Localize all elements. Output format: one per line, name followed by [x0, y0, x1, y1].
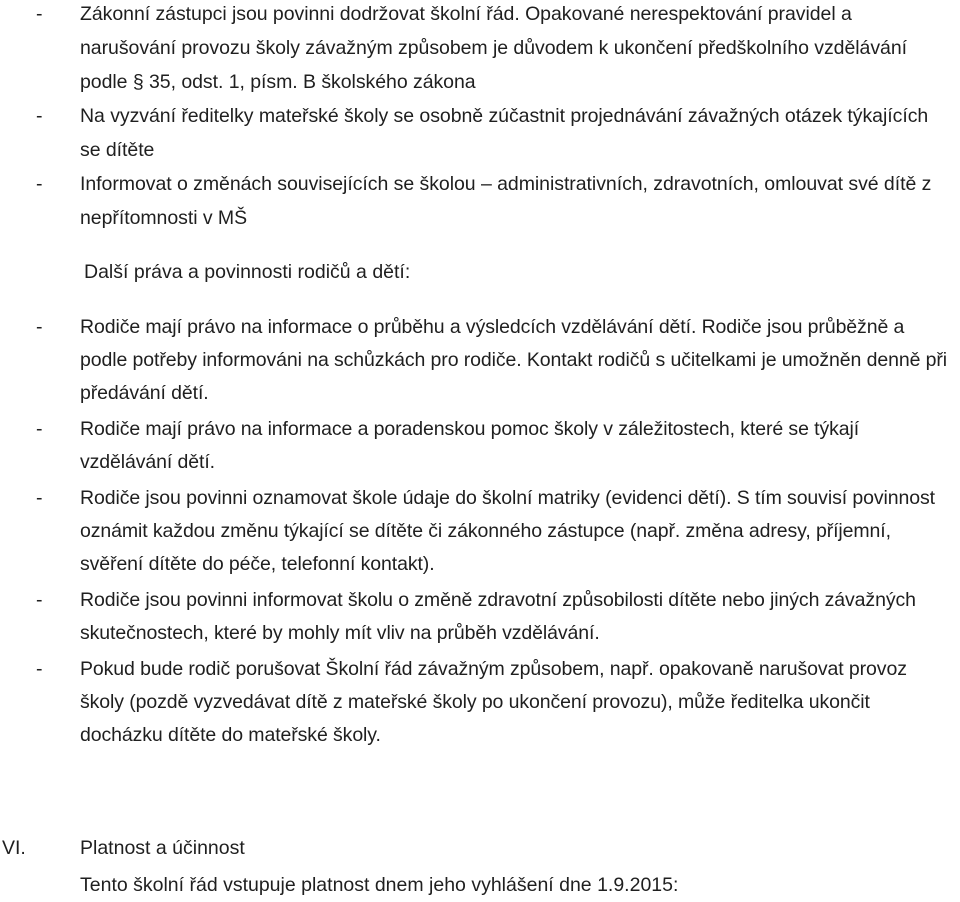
list-item — [0, 99, 960, 167]
list-item — [0, 482, 960, 581]
list-item — [0, 167, 960, 235]
list-item — [0, 584, 960, 650]
list-item-text: Informovat o změnách souvisejících se školou – administrativních, zdravotních, omlouvat své dítě z nepřítomnosti v MŠ — [80, 173, 932, 229]
bullet-dash: - — [36, 487, 43, 509]
bullet-dash: - — [36, 316, 43, 338]
list-item — [0, 0, 960, 99]
list-item-text: Rodiče mají právo na informace o průběhu a výsledcích vzdělávání dětí. Rodiče jsou průběžně a podle potřeby informováni na schůzkách pro rodiče. Kontakt rodičů s učitelkami je umožněn denně při předávání dětí. — [80, 316, 948, 404]
bullet-dash: - — [36, 589, 43, 611]
list-item — [0, 413, 960, 479]
list-item-text: Rodiče mají právo na informace a poradenskou pomoc školy v záležitostech, které se týkají vzdělávání dětí. — [80, 418, 860, 473]
section-number: VI. — [2, 837, 26, 859]
list-item-text: Na vyzvání ředitelky mateřské školy se osobně zúčastnit projednávání závažných otázek týkajících se dítěte — [80, 105, 929, 161]
section-title: Platnost a účinnost — [80, 837, 245, 859]
list-item — [0, 653, 960, 752]
list-item-text: Rodiče jsou povinni informovat školu o změně zdravotní způsobilosti dítěte nebo jiných závažných skutečnostech, které by mohly mít vliv na průběh vzdělávání. — [80, 589, 916, 644]
list-parent-duties — [0, 0, 960, 235]
list-item-text: Rodiče jsou povinni oznamovat škole údaje do školní matriky (evidenci dětí). S tím souvisí povinnost oznámit každou změnu týkající se dítěte či zákonného zástupce (např. změna adresy, příjemní, svěření dítěte do péče, telefonní kontakt). — [80, 487, 935, 575]
subheading: Další práva a povinnosti rodičů a dětí: — [84, 261, 411, 283]
section-text: Tento školní řád vstupuje platnost dnem jeho vyhlášení dne 1.9.2015: — [80, 874, 679, 896]
list-item-text: Zákonní zástupci jsou povinni dodržovat školní řád. Opakované nerespektování pravidel a narušování provozu školy závažným způsobem je důvodem k ukončení předškolního vzdělávání podle § 35, odst. 1, písm. B školského zákona — [80, 3, 907, 93]
list-parent-rights — [0, 311, 960, 752]
list-item-text: Pokud bude rodič porušovat Školní řád závažným způsobem, např. opakovaně narušovat provoz školy (pozdě vyzvedávat dítě z mateřské školy po ukončení provozu), může ředitelka ukončit docházku dítěte do mateřské školy. — [80, 658, 907, 746]
bullet-dash: - — [36, 105, 43, 127]
bullet-dash: - — [36, 658, 43, 680]
bullet-dash: - — [36, 418, 43, 440]
bullet-dash: - — [36, 3, 43, 25]
list-item — [0, 311, 960, 410]
bullet-dash: - — [36, 173, 43, 195]
